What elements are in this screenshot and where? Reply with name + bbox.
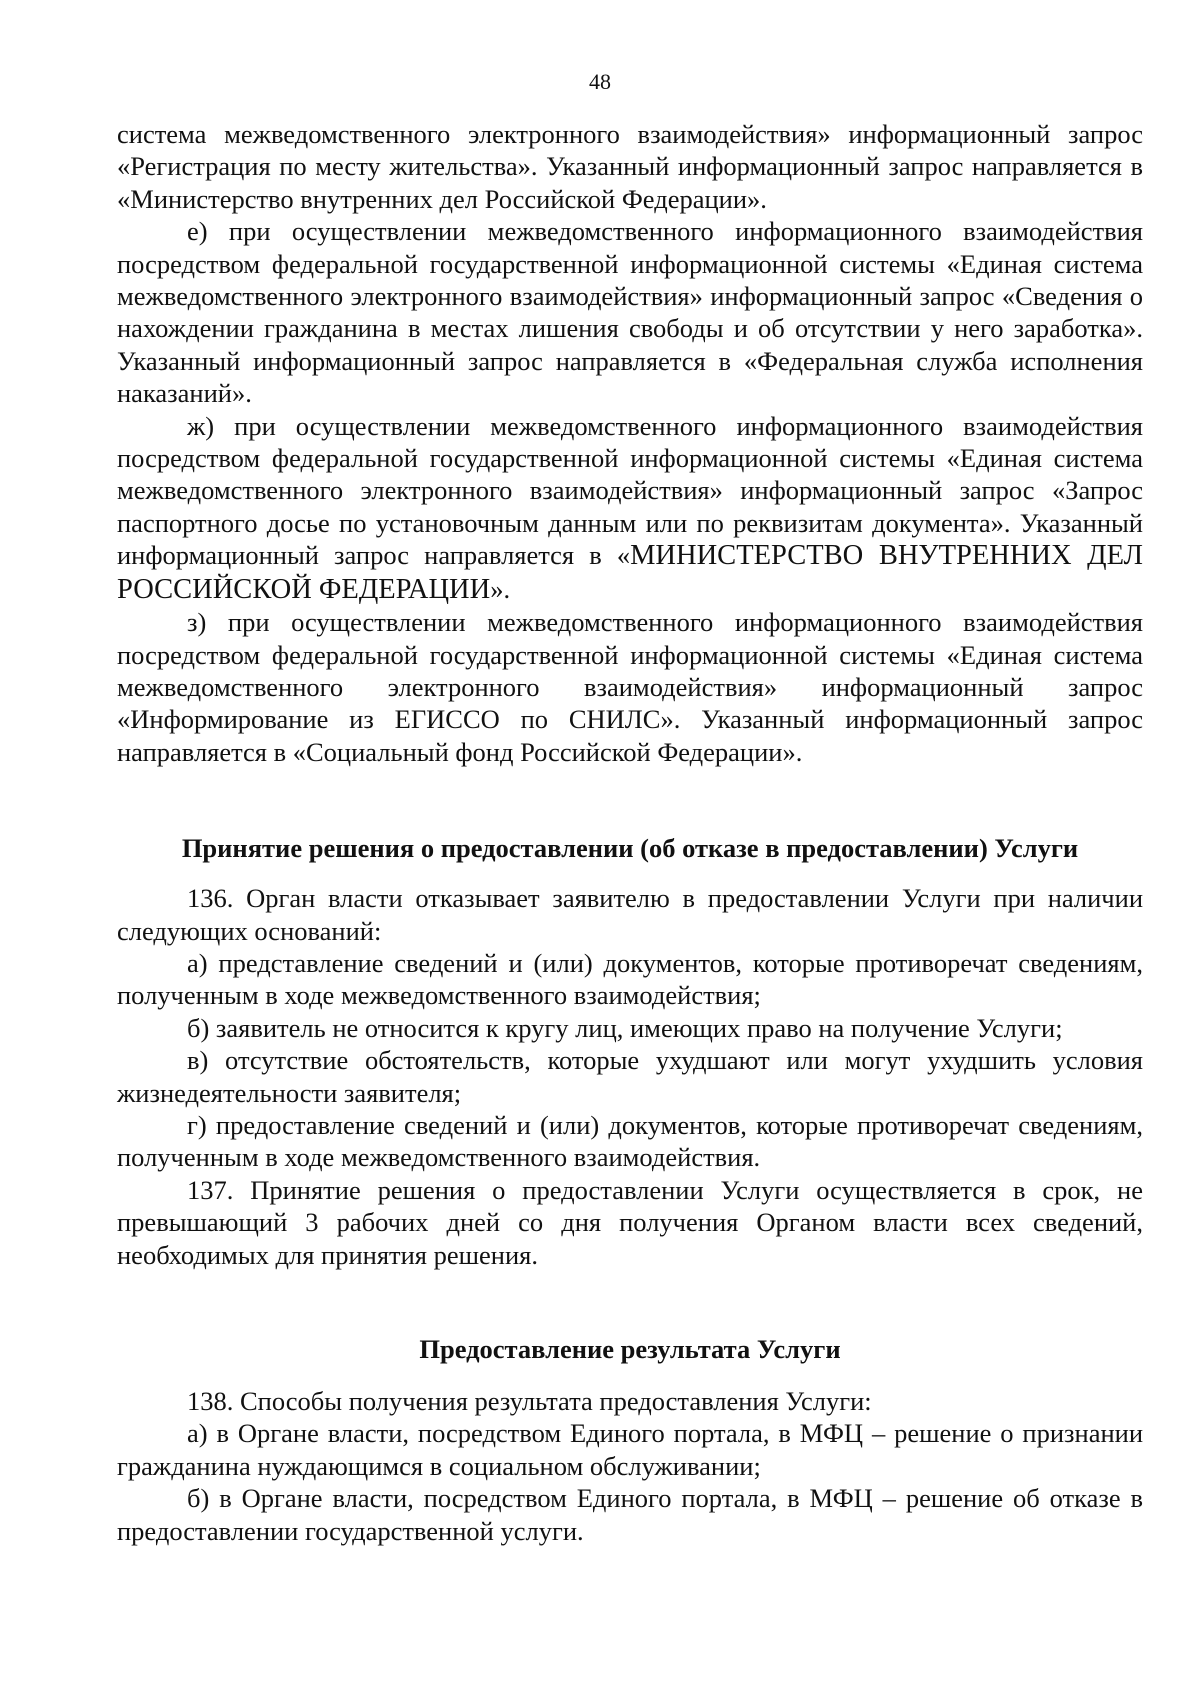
paragraph-continuation: система межведомственного электронного взаимодействия» информационный запрос «Регистрация по месту жительства». Указанный информационный запрос направляется в «Министерство внутренних дел Российской Федерации».	[117, 119, 1143, 214]
section-heading-result: Предоставление результата Услуги	[419, 1334, 841, 1364]
paragraph-item-e: е) при осуществлении межведомственного информационного взаимодействия посредством федеральной государственной информационной системы «Единая система межведомственного электронного взаимодействия» информационный запрос «Сведения о нахождении гражданина в местах лишения свободы и об отсутствии у него заработка». Указанный информационный запрос направляется в «Федеральная служба исполнения наказаний».	[117, 216, 1143, 409]
result-item-b: б) в Органе власти, посредством Единого портала, в МФЦ – решение об отказе в предоставлении государственной услуги.	[117, 1483, 1143, 1546]
page-number: 48	[589, 69, 611, 94]
paragraph-137: 137. Принятие решения о предоставлении Услуги осуществляется в срок, не превышающий 3 рабочих дней со дня получения Органом власти всех сведений, необходимых для принятия решения.	[117, 1174, 1143, 1270]
document-body	[117, 118, 1143, 1547]
result-item-a: а) в Органе власти, посредством Единого портала, в МФЦ – решение о признании гражданина нуждающимся в социальном обслуживании;	[117, 1418, 1143, 1481]
paragraph-item-zh-ministry: МИНИСТЕРСТВО ВНУТРЕННИХ ДЕЛ РОССИЙСКОЙ ФЕДЕРАЦИИ	[117, 540, 1143, 605]
list-item-a: а) представление сведений и (или) документов, которые противоречат сведениям, полученным в ходе межведомственного взаимодействия;	[117, 947, 1143, 1011]
paragraph-item-zh-end: ».	[490, 573, 511, 604]
paragraph-item-zh	[117, 410, 1143, 606]
paragraph-138: 138. Способы получения результата предоставления Услуги:	[187, 1386, 872, 1416]
section-heading-decision: Принятие решения о предоставлении (об отказе в предоставлении) Услуги	[181, 833, 1079, 864]
list-item-v: в) отсутствие обстоятельств, которые ухудшают или могут ухудшить условия жизнедеятельности заявителя;	[117, 1045, 1143, 1108]
list-item-b: б) заявитель не относится к кругу лиц, имеющих право на получение Услуги;	[187, 1012, 1063, 1043]
paragraph-item-zh-text: ж) при осуществлении межведомственного информационного взаимодействия посредством федеральной государственной информационной системы «Единая система межведомственного электронного взаимодействия» информационный запрос «Запрос паспортного досье по установочным данным или по реквизитам документа». Указанный информационный запрос направляется в «	[117, 410, 1143, 571]
paragraph-136: 136. Орган власти отказывает заявителю в предоставлении Услуги при наличии следующих оснований:	[117, 883, 1143, 946]
list-item-g: г) предоставление сведений и (или) документов, которые противоречат сведениям, полученным в ходе межведомственного взаимодействия.	[117, 1109, 1143, 1173]
paragraph-item-z: з) при осуществлении межведомственного информационного взаимодействия посредством федеральной государственной информационной системы «Единая система межведомственного электронного взаимодействия» информационный запрос «Информирование из ЕГИССО по СНИЛС». Указанный информационный запрос направляется в «Социальный фонд Российской Федерации».	[117, 607, 1143, 767]
